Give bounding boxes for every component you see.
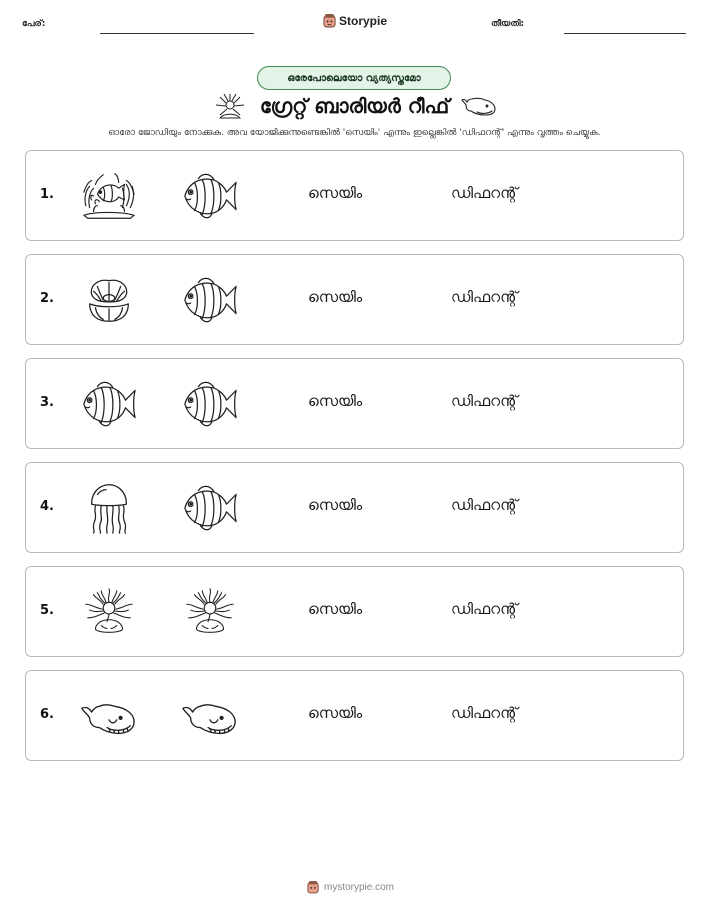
question-number: 1.	[40, 187, 54, 202]
worksheet-type-badge: ഒരേപോലെയോ വ്യത്യസ്തമോ	[257, 66, 451, 90]
storypie-logo-icon	[323, 13, 336, 28]
question-row	[25, 670, 684, 761]
different-option[interactable]: ഡിഫറന്റ്	[451, 288, 518, 306]
sea-anemone-icon	[181, 586, 239, 638]
question-number: 4.	[40, 499, 54, 514]
clam-icon	[80, 274, 138, 326]
question-row	[25, 462, 684, 553]
different-option[interactable]: ഡിഫറന്റ്	[451, 496, 518, 514]
instructions: ഓരോ ജോഡിയും നോക്കുക. അവ യോജിക്കുന്നുണ്ടെങ്കിൽ 'സെയിം' എന്നും ഇല്ലെങ്കിൽ 'ഡിഫറന്റ്' എന്നും വൃത്തം ചെയ്യുക.	[108, 128, 601, 138]
whale-icon	[80, 690, 138, 742]
same-option[interactable]: സെയിം	[308, 392, 363, 410]
storypie-logo-icon	[307, 880, 319, 894]
striped-fish-icon	[181, 170, 239, 222]
different-option[interactable]: ഡിഫറന്റ്	[451, 392, 518, 410]
date-label: തീയതി:	[491, 19, 525, 29]
title-row	[0, 90, 709, 122]
whale-icon	[461, 91, 497, 121]
same-option[interactable]: സെയിം	[308, 600, 363, 618]
striped-fish-icon	[181, 378, 239, 430]
question-row	[25, 150, 684, 241]
jellyfish-icon	[80, 482, 138, 534]
question-number: 6.	[40, 707, 54, 722]
clownfish-anemone-icon	[80, 170, 138, 222]
question-number: 5.	[40, 603, 54, 618]
question-number: 2.	[40, 291, 54, 306]
question-number: 3.	[40, 395, 54, 410]
question-row	[25, 358, 684, 449]
brand	[323, 13, 387, 28]
footer-url[interactable]: mystorypie.com	[324, 881, 395, 893]
different-option[interactable]: ഡിഫറന്റ്	[451, 184, 518, 202]
brand-name: Storypie	[339, 13, 388, 28]
same-option[interactable]: സെയിം	[308, 184, 363, 202]
question-row	[25, 566, 684, 657]
name-label: പേര്:	[22, 19, 46, 29]
same-option[interactable]: സെയിം	[308, 704, 363, 722]
same-option[interactable]: സെയിം	[308, 496, 363, 514]
striped-fish-icon	[80, 378, 138, 430]
different-option[interactable]: ഡിഫറന്റ്	[451, 704, 518, 722]
same-option[interactable]: സെയിം	[308, 288, 363, 306]
date-field[interactable]	[564, 33, 686, 34]
footer	[307, 880, 394, 894]
whale-icon	[181, 690, 239, 742]
striped-fish-icon	[181, 482, 239, 534]
different-option[interactable]: ഡിഫറന്റ്	[451, 600, 518, 618]
question-row	[25, 254, 684, 345]
sea-anemone-icon	[80, 586, 138, 638]
anemone-icon	[212, 91, 248, 121]
page-title: ഗ്രേറ്റ് ബാരിയർ റീഫ്	[259, 94, 450, 118]
striped-fish-icon	[181, 274, 239, 326]
name-field[interactable]	[100, 33, 254, 34]
